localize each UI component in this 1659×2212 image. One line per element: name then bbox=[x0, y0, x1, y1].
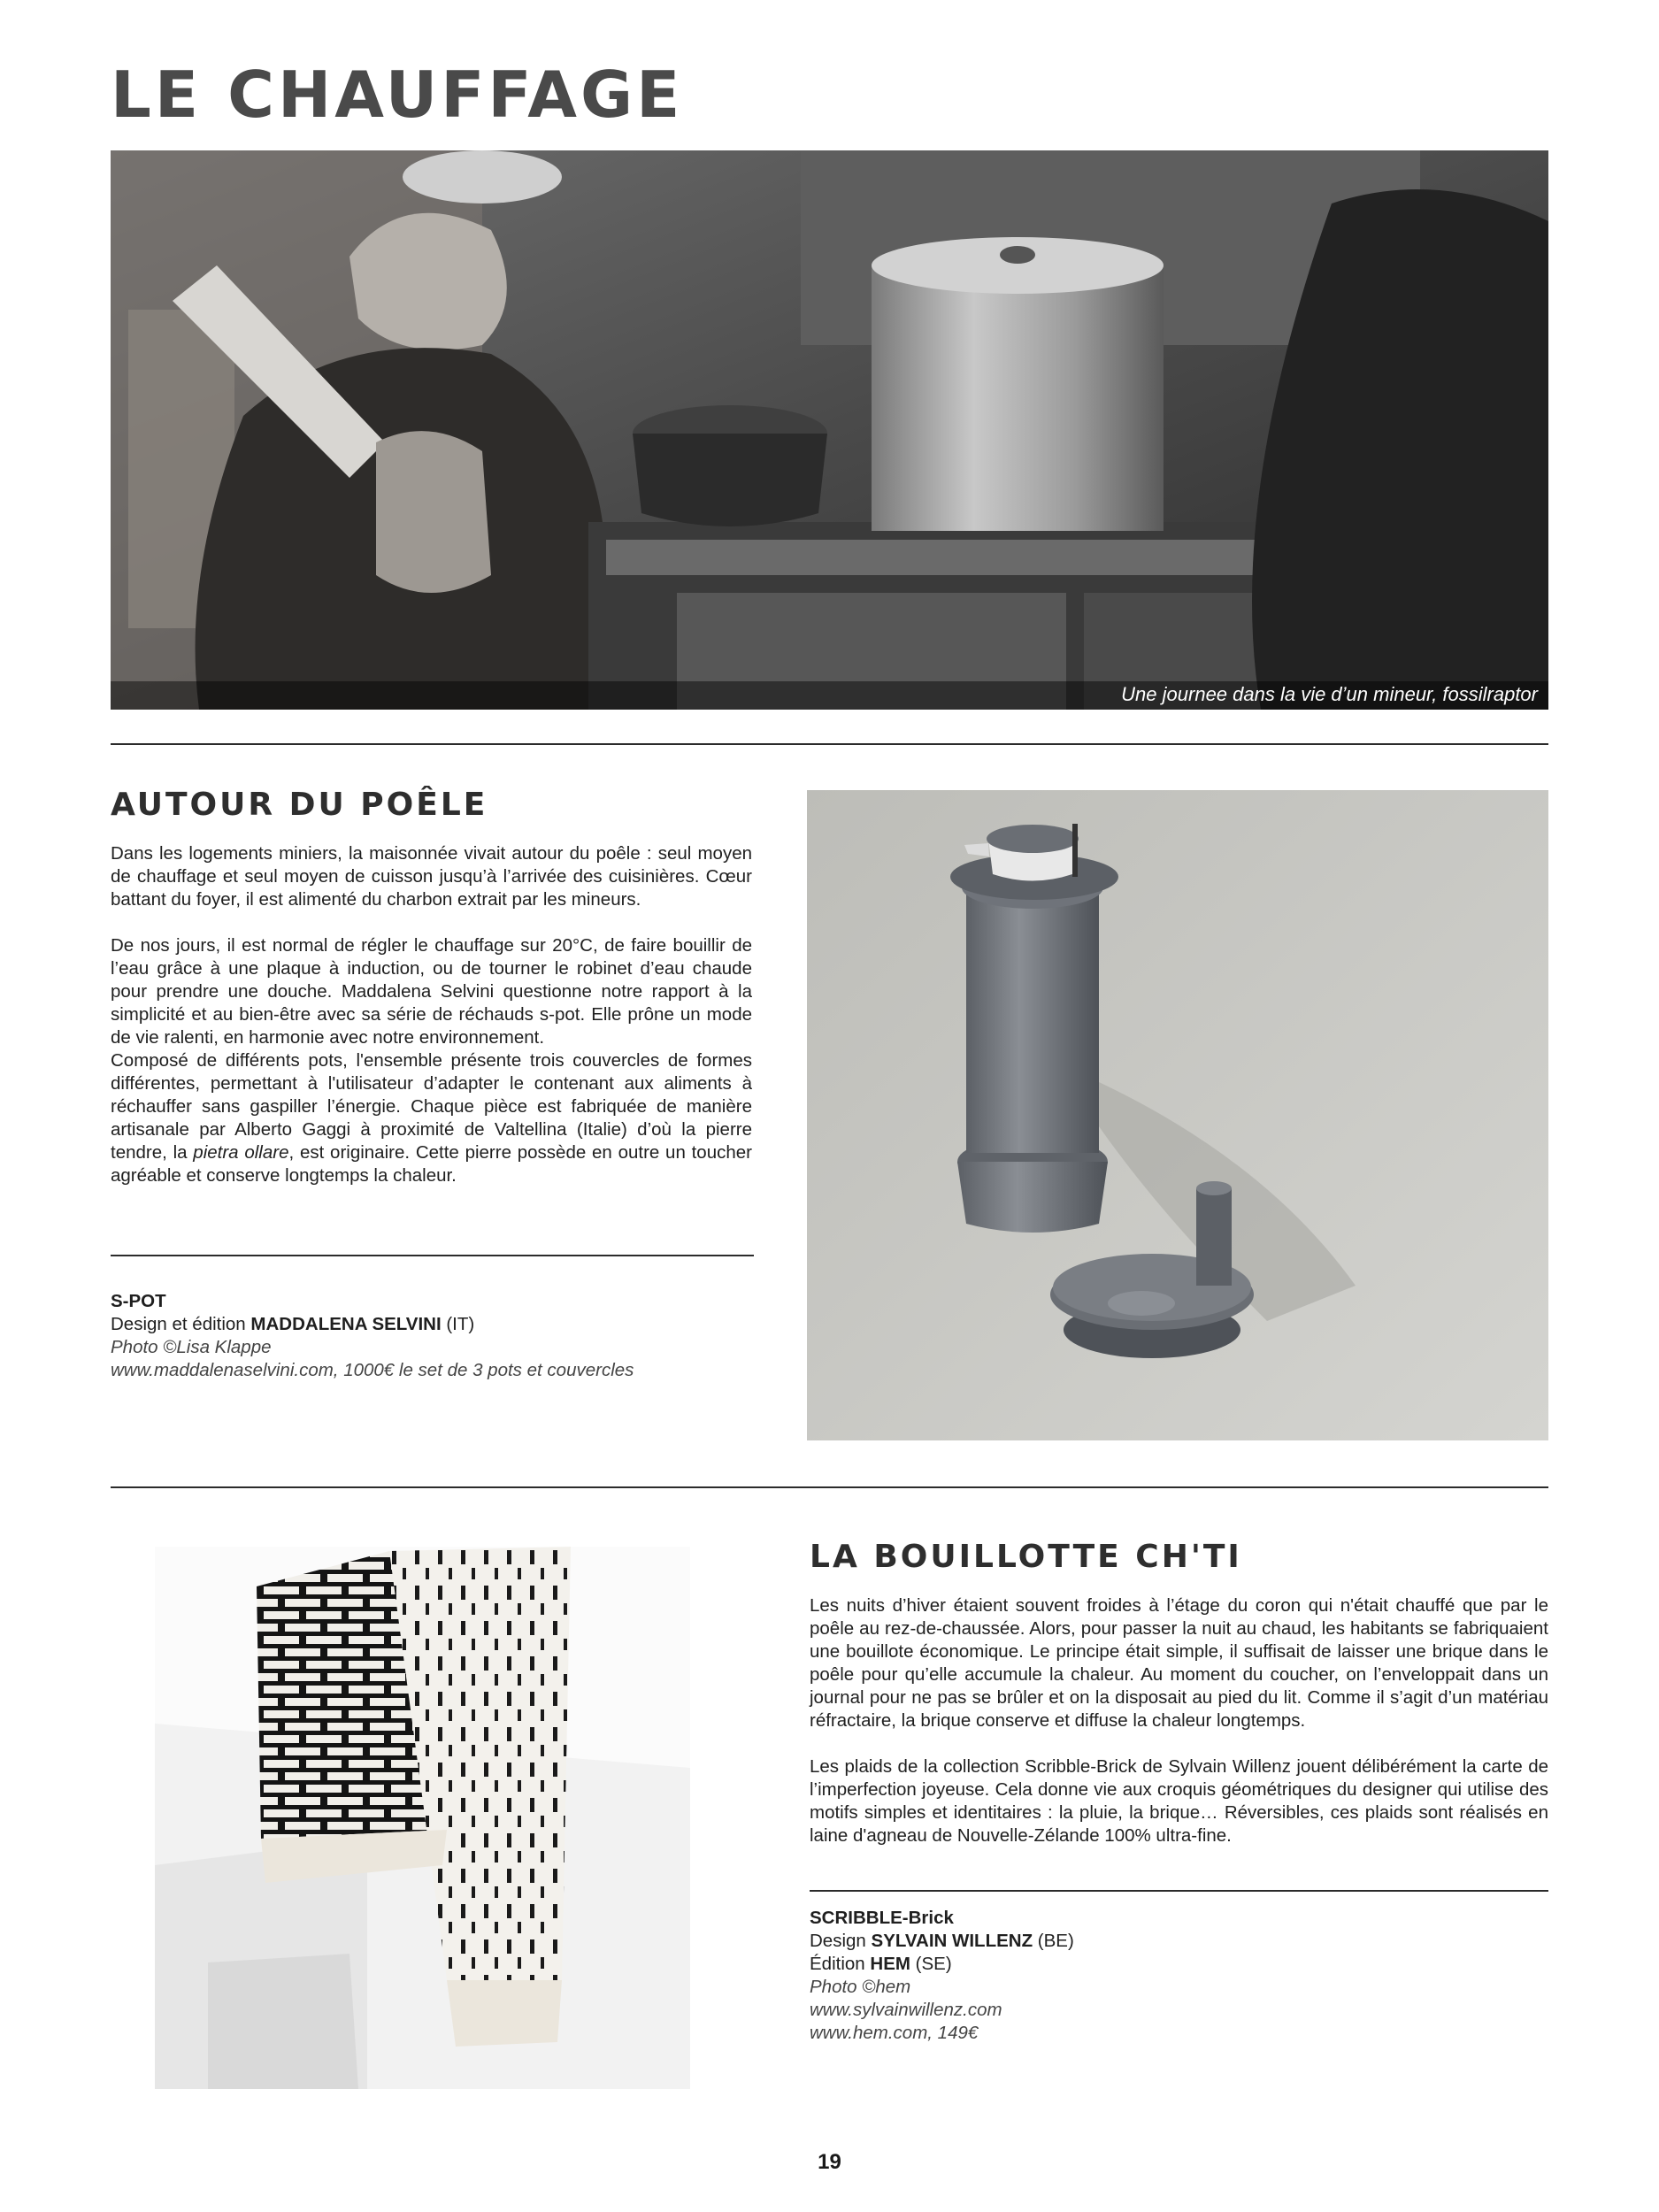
scribble-edition-prefix: Édition bbox=[810, 1954, 871, 1974]
paragraph-spacer bbox=[111, 911, 752, 934]
section-heading-la-bouillotte: LA BOUILLOTTE CH'TI bbox=[810, 1539, 1242, 1575]
page-title: LE CHAUFFAGE bbox=[111, 58, 684, 132]
paragraph-spacer bbox=[810, 1732, 1548, 1755]
spot-designer-line bbox=[111, 1313, 757, 1336]
scribble-web-1: www.sylvainwillenz.com bbox=[810, 2000, 1002, 2020]
section1-paragraph-3-a: Composé de différents pots, l'ensemble présente trois couvercles de formes différentes, permettant à l'utilisateur d’adapter le contenant aux aliments à réchauffer sans gaspiller l’énergie. Chaque pièce est fabriquée de manière artisanale par Alberto Gaggi à proximité de Valtellina (Italie) d’où la pierre tendre, la bbox=[111, 1050, 752, 1163]
scribble-web-2: www.hem.com, 149€ bbox=[810, 2023, 979, 2043]
spot-photo-credit: Photo ©Lisa Klappe bbox=[111, 1337, 272, 1357]
section-heading-autour-du-poele: AUTOUR DU POÊLE bbox=[111, 787, 488, 823]
scribble-design-prefix: Design bbox=[810, 1931, 872, 1951]
scribble-editor-country: (SE) bbox=[910, 1954, 952, 1974]
spot-photo-graphic bbox=[807, 790, 1548, 1440]
hero-photo bbox=[111, 150, 1548, 710]
spot-product-name: S-POT bbox=[111, 1291, 166, 1311]
hero-photo-graphic bbox=[111, 150, 1548, 710]
spot-photo bbox=[807, 790, 1548, 1440]
section1-paragraph-2: De nos jours, il est normal de régler le chauffage sur 20°C, de faire bouillir de l’eau grâce à une plaque à induction, ou de tourner le robinet d’eau chaude pour prendre une douche. Maddalena Selvini questionne notre rapport à la simplicité et au bien-être avec sa série de réchauds s-pot. Elle prône un mode de vie ralenti, en harmonie avec notre environnement. bbox=[111, 935, 752, 1048]
section2-paragraph-2: Les plaids de la collection Scribble-Brick de Sylvain Willenz jouent délibérément la carte de l’imperfection joyeuse. Cela donne vie aux croquis géométriques du designer qui utilise des motifs simples et identitaires : la pluie, la brique… Réversibles, ces plaids sont réalisés en laine d'agneau de Nouvelle-Zélande 100% ultra-fine. bbox=[810, 1756, 1548, 1846]
section1-paragraph-1: Dans les logements miniers, la maisonnée vivait autour du poêle : seul moyen de chauffage et seul moyen de cuisson jusqu’à l’arrivée des cuisinières. Cœur battant du foyer, il est alimenté du charbon extrait par les mineurs. bbox=[111, 843, 752, 910]
section1-paragraph-3-b: , est originaire. Cette pierre possède en outre un toucher agréable et conserve longtemps la chaleur. bbox=[111, 1142, 752, 1186]
divider bbox=[111, 1486, 1548, 1488]
divider bbox=[111, 743, 1548, 745]
scribble-designer-country: (BE) bbox=[1033, 1931, 1074, 1951]
spot-credit bbox=[111, 1290, 757, 1382]
scribble-product-name: SCRIBBLE-Brick bbox=[810, 1908, 954, 1928]
divider bbox=[111, 1255, 754, 1256]
spot-designer: MADDALENA SELVINI bbox=[250, 1314, 442, 1334]
scribble-editor: HEM bbox=[870, 1954, 910, 1974]
scribble-credit bbox=[810, 1907, 1548, 2045]
spot-web-price: www.maddalenaselvini.com, 1000€ le set de 3 pots et couvercles bbox=[111, 1360, 634, 1380]
section1-body bbox=[111, 842, 752, 1187]
scribble-photo-credit: Photo ©hem bbox=[810, 1977, 911, 1997]
scribble-designer: SYLVAIN WILLENZ bbox=[871, 1931, 1033, 1951]
section1-paragraph-3 bbox=[111, 1049, 752, 1187]
hero-caption: Une journee dans la vie d’un mineur, fossilraptor bbox=[1121, 683, 1538, 705]
scribble-edition-line bbox=[810, 1953, 1548, 1976]
page-number: 19 bbox=[818, 2150, 841, 2174]
scribble-designer-line bbox=[810, 1930, 1548, 1953]
plaid-photo-graphic bbox=[155, 1547, 690, 2089]
section2-body bbox=[810, 1594, 1548, 1847]
plaid-photo bbox=[155, 1547, 690, 2089]
divider bbox=[810, 1890, 1548, 1892]
section2-paragraph-1: Les nuits d’hiver étaient souvent froides à l’étage du coron qui n'était chauffé que par le poêle au rez-de-chaussée. Alors, pour passer la nuit au chaud, les habitants se fabriquaient une bouillote économique. Le principe était simple, il suffisait de laisser une brique dans le poêle pour qu’elle accumule la chaleur. Au moment du coucher, on l’enveloppait dans un journal pour ne pas se brûler et on la disposait au pied du lit. Comme il s’agit d’un matériau réfractaire, la brique conserve et diffuse la chaleur longtemps. bbox=[810, 1595, 1548, 1731]
spot-design-prefix: Design et édition bbox=[111, 1314, 251, 1334]
spot-country: (IT) bbox=[441, 1314, 475, 1334]
section1-paragraph-3-italic: pietra ollare bbox=[193, 1142, 289, 1163]
